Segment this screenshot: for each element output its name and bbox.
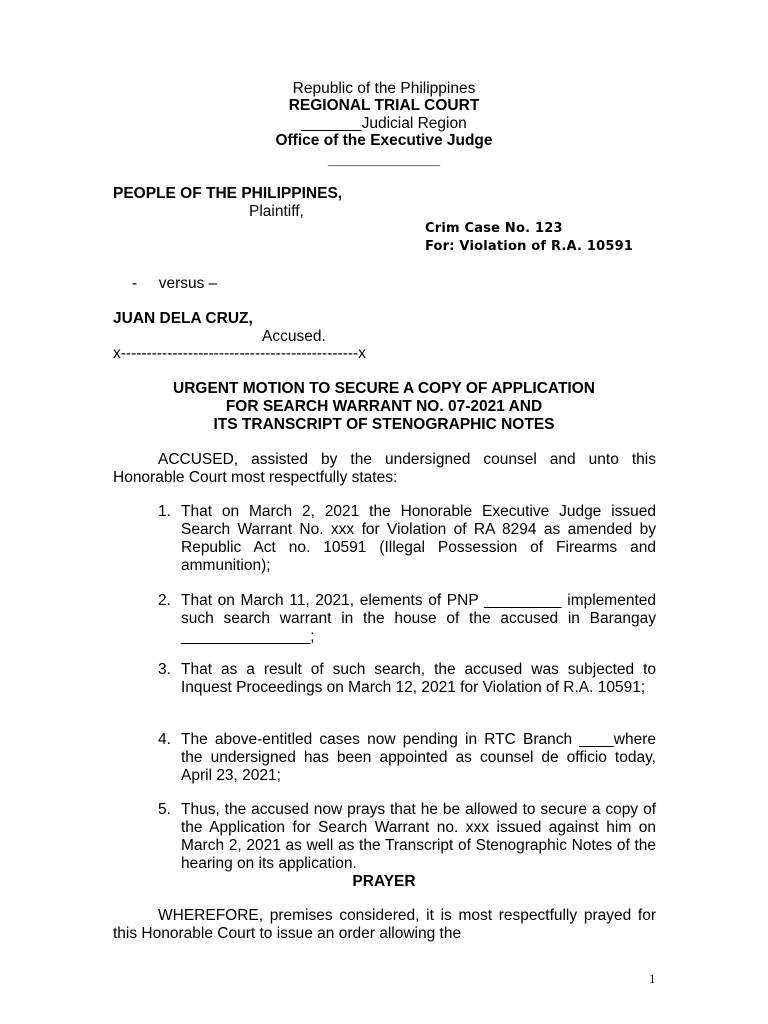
caption-separator: x----------------------------------------------x (113, 345, 366, 362)
list-item-text: That on March 11, 2021, elements of PNP _________ implemented such search warrant in the house of the accused in Barangay _______________; (181, 592, 656, 645)
header-office: Office of the Executive Judge (275, 132, 493, 149)
versus-label: - versus – (132, 275, 218, 292)
header-region: _______Judicial Region (301, 115, 467, 132)
case-number: Crim Case No. 123 (425, 221, 563, 236)
accused-role: Accused. (262, 328, 326, 345)
title-line-1: URGENT MOTION TO SECURE A COPY OF APPLICATION (173, 380, 595, 397)
plaintiff-role: Plaintiff, (249, 203, 304, 220)
list-item-text: Thus, the accused now prays that he be allowed to secure a copy of the Application for Search Warrant no. xxx issued against him on March 2, 2021 as well as the Transcript of Stenographic Notes of the hearing on its application. (181, 801, 656, 872)
list-item-number: 3. (158, 661, 171, 678)
prayer-heading: PRAYER (352, 873, 416, 890)
list-item-text: That as a result of such search, the accused was subjected to Inquest Proceedings on March 12, 2021 for Violation of R.A. 10591; (181, 661, 656, 696)
list-item-number: 1. (158, 503, 171, 520)
title-line-3: ITS TRANSCRIPT OF STENOGRAPHIC NOTES (213, 416, 555, 433)
header-court: REGIONAL TRIAL COURT (288, 97, 480, 114)
list-item-number: 5. (158, 801, 171, 818)
list-item-number: 4. (158, 731, 171, 748)
intro-paragraph: ACCUSED, assisted by the undersigned counsel and unto this Honorable Court most respectfully states: (113, 451, 656, 486)
plaintiff-name: PEOPLE OF THE PHILIPPINES, (113, 185, 343, 202)
list-item-text: The above-entitled cases now pending in RTC Branch ____where the undersigned has been appointed as counsel de officio today, April 23, 2021; (181, 731, 656, 784)
list-item-number: 2. (158, 592, 171, 609)
header-republic: Republic of the Philippines (292, 80, 476, 97)
accused-name: JUAN DELA CRUZ, (113, 310, 253, 327)
header-underline: _____________ (327, 151, 441, 168)
title-line-2: FOR SEARCH WARRANT NO. 07-2021 AND (225, 398, 543, 415)
case-offense: For: Violation of R.A. 10591 (425, 239, 634, 254)
list-item-text: That on March 2, 2021 the Honorable Executive Judge issued Search Warrant No. xxx for Violation of RA 8294 as amended by Republic Act no. 10591 (Illegal Possession of Firearms and ammunition); (181, 503, 656, 574)
page-number: 1 (649, 971, 656, 986)
prayer-paragraph: WHEREFORE, premises considered, it is most respectfully prayed for this Honorable Court to issue an order allowing the (113, 907, 656, 942)
